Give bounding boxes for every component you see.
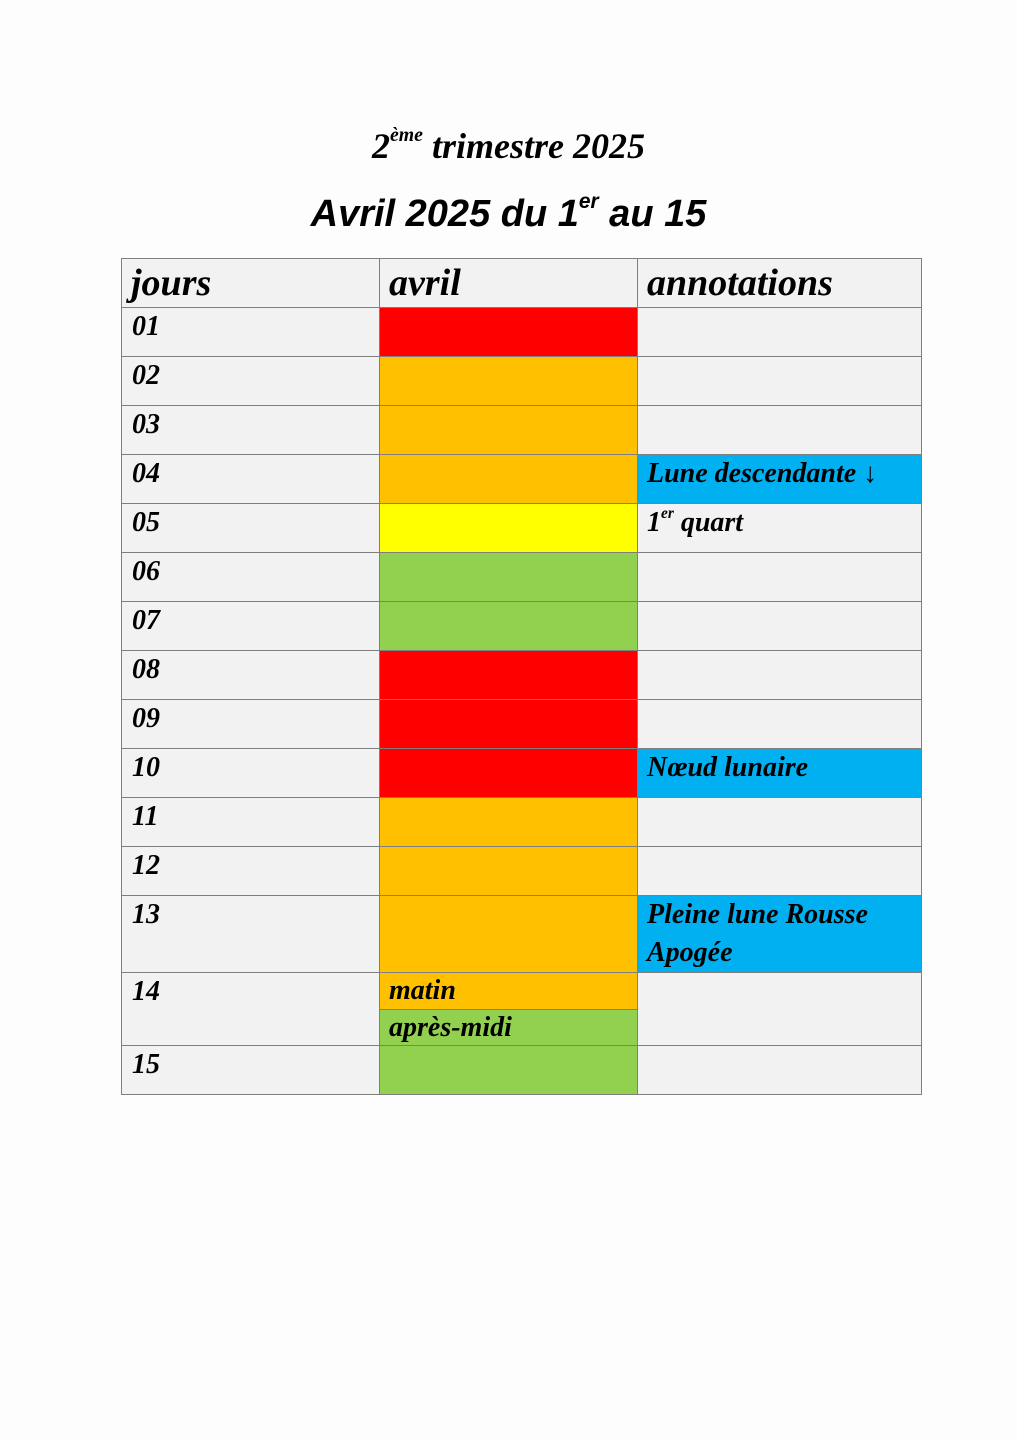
day-cell: 12	[122, 847, 380, 896]
table-row	[122, 749, 922, 798]
day-cell: 10	[122, 749, 380, 798]
avril-color-cell	[380, 455, 638, 504]
header-annotations: annotations	[638, 259, 922, 308]
day-cell: 01	[122, 308, 380, 357]
annotation-cell	[638, 896, 922, 973]
annotation-cell	[638, 1046, 922, 1095]
day-cell: 05	[122, 504, 380, 553]
day-cell: 02	[122, 357, 380, 406]
table-row	[122, 700, 922, 749]
avril-color-cell	[380, 700, 638, 749]
annotation-cell: 1er quart	[638, 504, 922, 553]
header-jours: jours	[122, 259, 380, 308]
table-row	[122, 896, 922, 973]
avril-color-cell	[380, 308, 638, 357]
avril-color-cell	[380, 798, 638, 847]
avril-split-cell	[380, 973, 638, 1046]
avril-color-cell	[380, 1046, 638, 1095]
table-row	[122, 1046, 922, 1095]
day-cell: 09	[122, 700, 380, 749]
afternoon-part: après-midi	[380, 1009, 637, 1045]
avril-color-cell	[380, 749, 638, 798]
annotation-line: Apogée	[647, 937, 733, 968]
annotation-cell: Lune descendante ↓	[638, 455, 922, 504]
table-row	[122, 973, 922, 1046]
annotation-cell	[638, 553, 922, 602]
annotation-cell: Nœud lunaire	[638, 749, 922, 798]
annotation-line: Pleine lune Rousse	[647, 899, 868, 930]
table-row	[122, 798, 922, 847]
table-row	[122, 651, 922, 700]
quarter-title: 2ème trimestre 2025	[372, 124, 645, 166]
table-row	[122, 847, 922, 896]
day-cell: 15	[122, 1046, 380, 1095]
day-cell: 03	[122, 406, 380, 455]
avril-color-cell	[380, 406, 638, 455]
avril-color-cell	[380, 602, 638, 651]
day-cell: 07	[122, 602, 380, 651]
day-cell: 14	[122, 973, 380, 1046]
day-cell: 08	[122, 651, 380, 700]
avril-color-cell	[380, 504, 638, 553]
calendar-table	[121, 258, 922, 1095]
table-row	[122, 357, 922, 406]
annotation-cell	[638, 700, 922, 749]
day-cell: 13	[122, 896, 380, 973]
header-avril: avril	[380, 259, 638, 308]
day-cell: 11	[122, 798, 380, 847]
table-row	[122, 504, 922, 553]
annotation-cell	[638, 651, 922, 700]
avril-color-cell	[380, 847, 638, 896]
annotation-cell	[638, 973, 922, 1046]
table-row	[122, 553, 922, 602]
avril-color-cell	[380, 357, 638, 406]
table-row	[122, 308, 922, 357]
annotation-cell	[638, 308, 922, 357]
day-cell: 06	[122, 553, 380, 602]
month-title: Avril 2025 du 1er au 15	[310, 190, 707, 235]
avril-color-cell	[380, 553, 638, 602]
morning-part: matin	[380, 973, 637, 1009]
annotation-cell	[638, 602, 922, 651]
avril-color-cell	[380, 896, 638, 973]
table-row	[122, 602, 922, 651]
annotation-cell	[638, 798, 922, 847]
annotation-cell	[638, 357, 922, 406]
table-row	[122, 406, 922, 455]
header-row	[122, 259, 922, 308]
day-cell: 04	[122, 455, 380, 504]
table-row	[122, 455, 922, 504]
annotation-cell	[638, 847, 922, 896]
avril-color-cell	[380, 651, 638, 700]
annotation-cell	[638, 406, 922, 455]
